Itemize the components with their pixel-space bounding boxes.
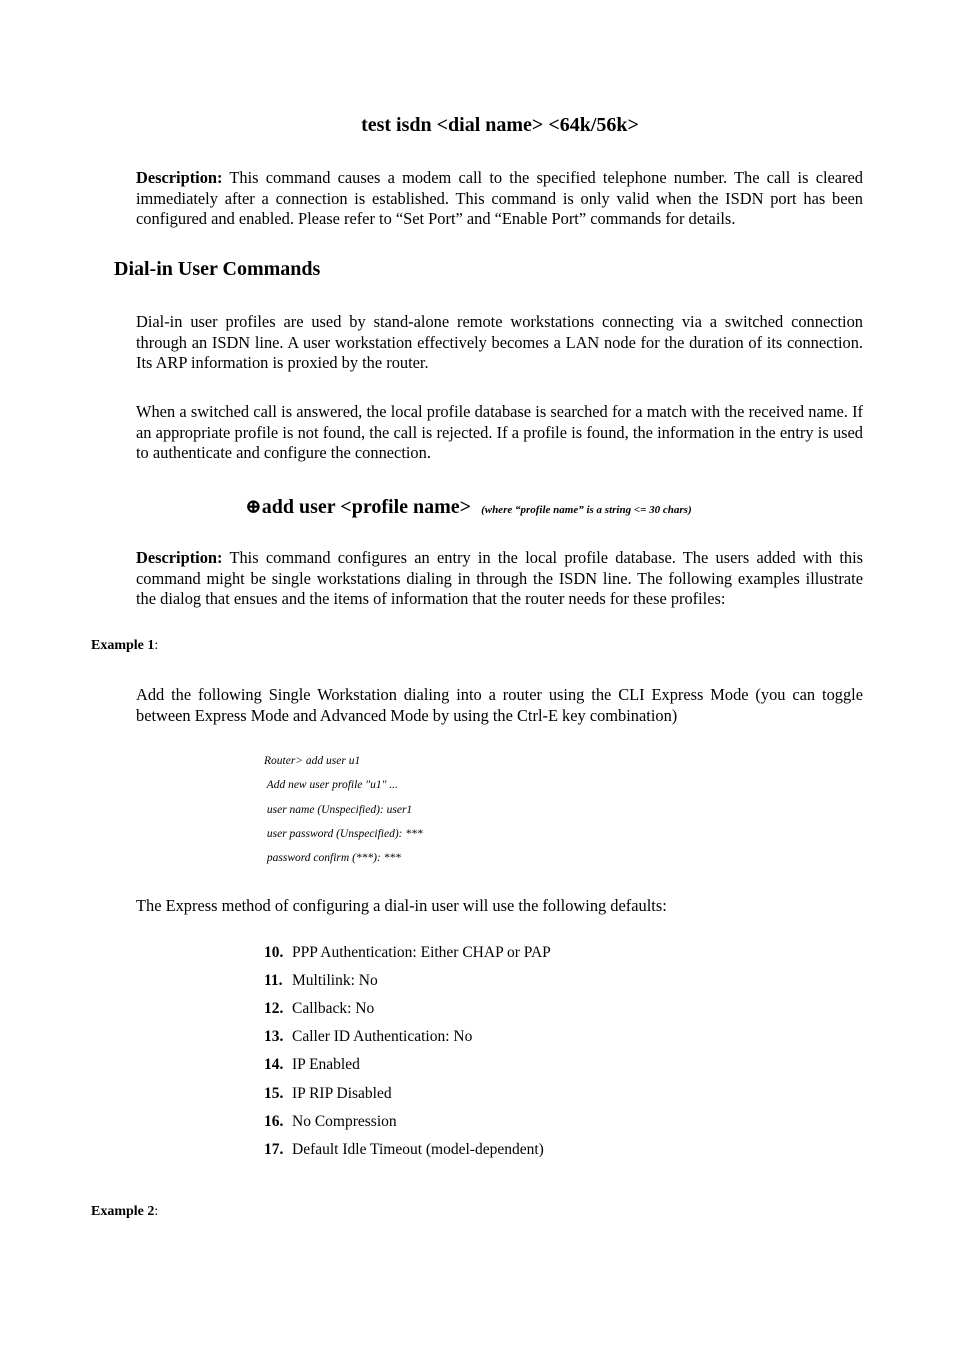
command-heading-add-user xyxy=(245,494,692,519)
command-heading-test-isdn: test isdn <dial name> <64k/56k> xyxy=(361,114,639,136)
description-label: Description: xyxy=(136,168,223,187)
list-item-number: 15. xyxy=(264,1085,284,1102)
code-line: user name (Unspecified): user1 xyxy=(264,803,413,816)
description-label: Description: xyxy=(136,548,223,567)
intro-paragraph: When a switched call is answered, the local profile database is searched for a match with the received name. If an appropriate profile is not found, the call is rejected. If a profile is found, the information in the entry is used to authenticate and configure the connection. xyxy=(136,402,863,463)
description-text: This command configures an entry in the local profile database. The users added with this command might be single workstations dialing in through the ISDN line. The following examples illustrate the dialog that ensues and the items of information that the router needs for these profiles: xyxy=(136,548,863,609)
list-item-number: 14. xyxy=(264,1056,284,1073)
list-item-text: IP Enabled xyxy=(292,1056,360,1073)
list-item xyxy=(264,972,378,990)
list-item-text: Multilink: No xyxy=(292,972,378,989)
list-item xyxy=(264,1113,397,1131)
list-item-text: IP RIP Disabled xyxy=(292,1085,392,1102)
list-item-number: 10. xyxy=(264,944,284,961)
test-isdn-description xyxy=(136,168,863,230)
list-item xyxy=(264,944,551,962)
code-line: user password (Unspecified): *** xyxy=(264,827,423,840)
section-title: Dial-in User Commands xyxy=(114,258,321,280)
example-2-colon: : xyxy=(154,1204,159,1219)
list-item xyxy=(264,1056,360,1074)
list-item-text: Callback: No xyxy=(292,1000,375,1017)
list-item-text: Caller ID Authentication: No xyxy=(292,1028,473,1045)
example-2-title: Example 2 xyxy=(91,1204,155,1219)
defaults-list xyxy=(264,944,764,1174)
code-line: Router> add user u1 xyxy=(264,755,361,767)
example-1-colon: : xyxy=(154,638,159,653)
code-line: Add new user profile "u1" ... xyxy=(264,779,398,792)
intro-paragraph: Dial-in user profiles are used by stand-alone remote workstations connecting via a switched connection through an ISDN line. A user workstation effectively becomes a LAN node for the duration of its connection. Its ARP information is proxied by the router. xyxy=(136,312,863,373)
cli-code-sample xyxy=(264,749,423,870)
list-item-text: Default Idle Timeout (model-dependent) xyxy=(292,1141,544,1158)
example-1-title: Example 1 xyxy=(91,638,155,653)
add-user-description xyxy=(136,548,863,610)
add-symbol-icon: ⊕ xyxy=(245,496,262,518)
defaults-intro: The Express method of configuring a dial-in user will use the following defaults: xyxy=(136,896,667,915)
list-item-number: 16. xyxy=(264,1113,284,1130)
list-item xyxy=(264,1028,472,1046)
list-item xyxy=(264,1000,374,1018)
list-item-text: No Compression xyxy=(292,1113,397,1130)
description-text: This command causes a modem call to the specified telephone number. The call is cleared immediately after a connection is established. This command is only valid when the ISDN port has been configured and enabled. Please refer to “Set Port” and “Enable Port” commands for details. xyxy=(136,168,863,229)
code-line: password confirm (***): *** xyxy=(264,852,401,865)
list-item xyxy=(264,1141,544,1159)
example-2-label xyxy=(91,1204,158,1220)
profile-name-note: (where “profile name” is a string <= 30 chars) xyxy=(481,504,692,516)
list-item-number: 13. xyxy=(264,1028,284,1045)
add-user-heading-text: add user <profile name> xyxy=(261,496,472,518)
list-item-number: 17. xyxy=(264,1141,284,1158)
list-item-number: 12. xyxy=(264,1000,284,1017)
example-1-label xyxy=(91,638,158,654)
list-item xyxy=(264,1085,392,1103)
list-item-number: 11. xyxy=(264,972,283,989)
example-1-text: Add the following Single Workstation dialing into a router using the CLI Express Mode (you can toggle between Express Mode and Advanced Mode by using the Ctrl-E key combination) xyxy=(136,685,863,725)
list-item-text: PPP Authentication: Either CHAP or PAP xyxy=(292,944,551,961)
